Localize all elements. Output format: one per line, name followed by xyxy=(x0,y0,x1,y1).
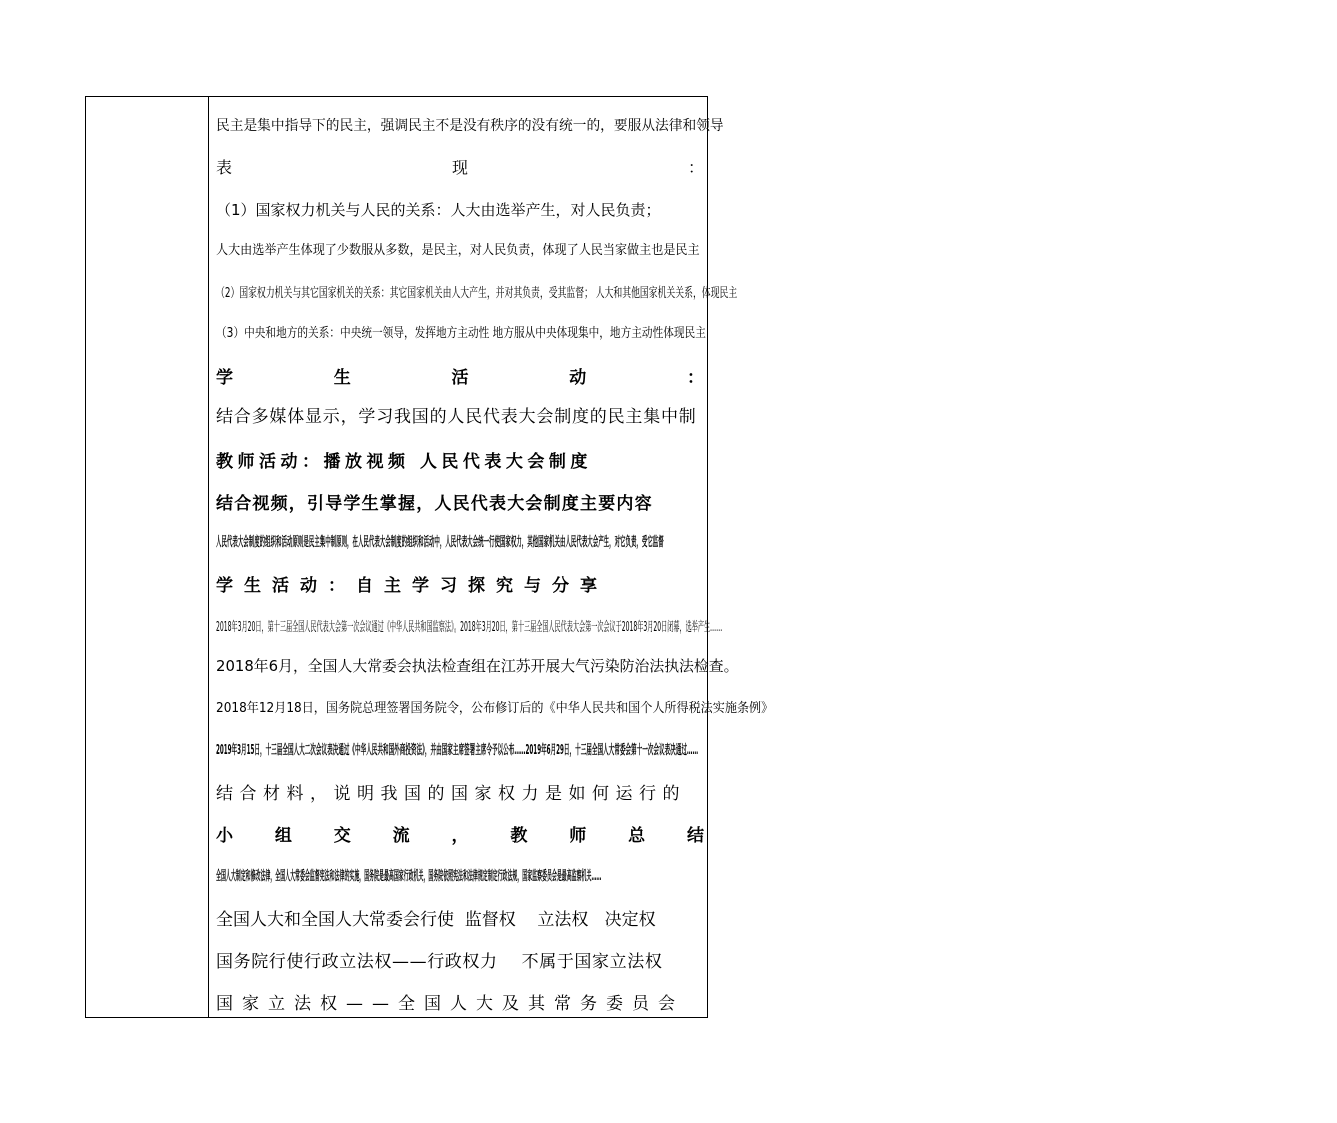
text-line-21: 国务院行使行政立法权——行政权力 不属于国家立法权 xyxy=(216,952,663,972)
text-line-11: 人民代表大会制度的组织和活动原则是民主集中制原则，在人民代表大会制度的组织和活动中，人民代表大会统一行使国家权力，其他国家机关由人民代表大会产生，对它负责，受它监督 xyxy=(216,535,664,550)
text-line-10: 结合视频，引导学生掌握，人民代表大会制度主要内容 xyxy=(216,494,653,514)
text-line-5: （2）国家权力机关与其它国家机关的关系：其它国家机关由人大产生，并对其负责，受其监督； 人大和其他国家机关关系，体现民主 xyxy=(216,286,738,301)
lesson-table xyxy=(85,96,774,1018)
heading-student-activity-2: 学生活动：自主学习探究与分享 xyxy=(216,576,608,596)
text-line-2: 表 现 ： xyxy=(216,158,704,177)
text-line-17: 结合材料，说明我国的国家权力是如何运行的 xyxy=(216,784,686,804)
text-line-13: 2018年3月20日，第十三届全国人民代表大会第一次会议通过《中华人民共和国监察法》。2018年3月20日，第十三届全国人民代表大会第一次会议于2018年3月20日闭幕，选举产生…… xyxy=(216,620,723,635)
left-column-cell xyxy=(86,97,208,1017)
text-line-4: 人大由选举产生体现了少数服从多数，是民主，对人民负责，体现了人民当家做主也是民主 xyxy=(216,243,700,258)
text-line-6: （3）中央和地方的关系：中央统一领导，发挥地方主动性 地方服从中央体现集中，地方主动性体现民主 xyxy=(216,326,706,341)
text-line-16: 2019年3月15日，十三届全国人大二次会议表决通过《中华人民共和国外商投资法》，并由国家主席签署主席令予以公布……2019年6月29日，十三届全国人大常委会第十一次会议表决通过…… xyxy=(216,743,699,758)
text-line-22: 国家立法权——全国人大及其常务委员会 xyxy=(216,994,684,1014)
column-divider xyxy=(208,97,209,1017)
heading-group-discussion: 小 组 交 流 ， 教 师 总 结 xyxy=(216,826,704,846)
heading-teacher-activity: 教师活动：播放视频 人民代表大会制度 xyxy=(216,452,592,472)
text-line-19: 全国人大制定和修改法律，全国人大常委会监督宪法和法律的实施，国务院是最高国家行政机关，国务院依照宪法和法律规定制定行政法规，国家监察委员会是最高监察机关…… xyxy=(216,869,602,884)
text-line-14: 2018年6月，全国人大常委会执法检查组在江苏开展大气污染防治法执法检查。 xyxy=(216,657,739,675)
text-line-3: （1）国家权力机关与人民的关系：人大由选举产生，对人民负责； xyxy=(216,201,661,219)
heading-student-activity: 学 生 活 动 ： xyxy=(216,368,704,388)
text-line-8: 结合多媒体显示，学习我国的人民代表大会制度的民主集中制 xyxy=(216,407,697,427)
text-line-1: 民主是集中指导下的民主，强调民主不是没有秩序的没有统一的，要服从法律和领导 xyxy=(216,118,724,134)
text-line-15: 2018年12月18日，国务院总理签署国务院令，公布修订后的《中华人民共和国个人所得税法实施条例》 xyxy=(216,701,774,716)
content-cell xyxy=(216,97,774,1017)
text-line-20: 全国人大和全国人大常委会行使 监督权 立法权 决定权 xyxy=(216,910,656,930)
